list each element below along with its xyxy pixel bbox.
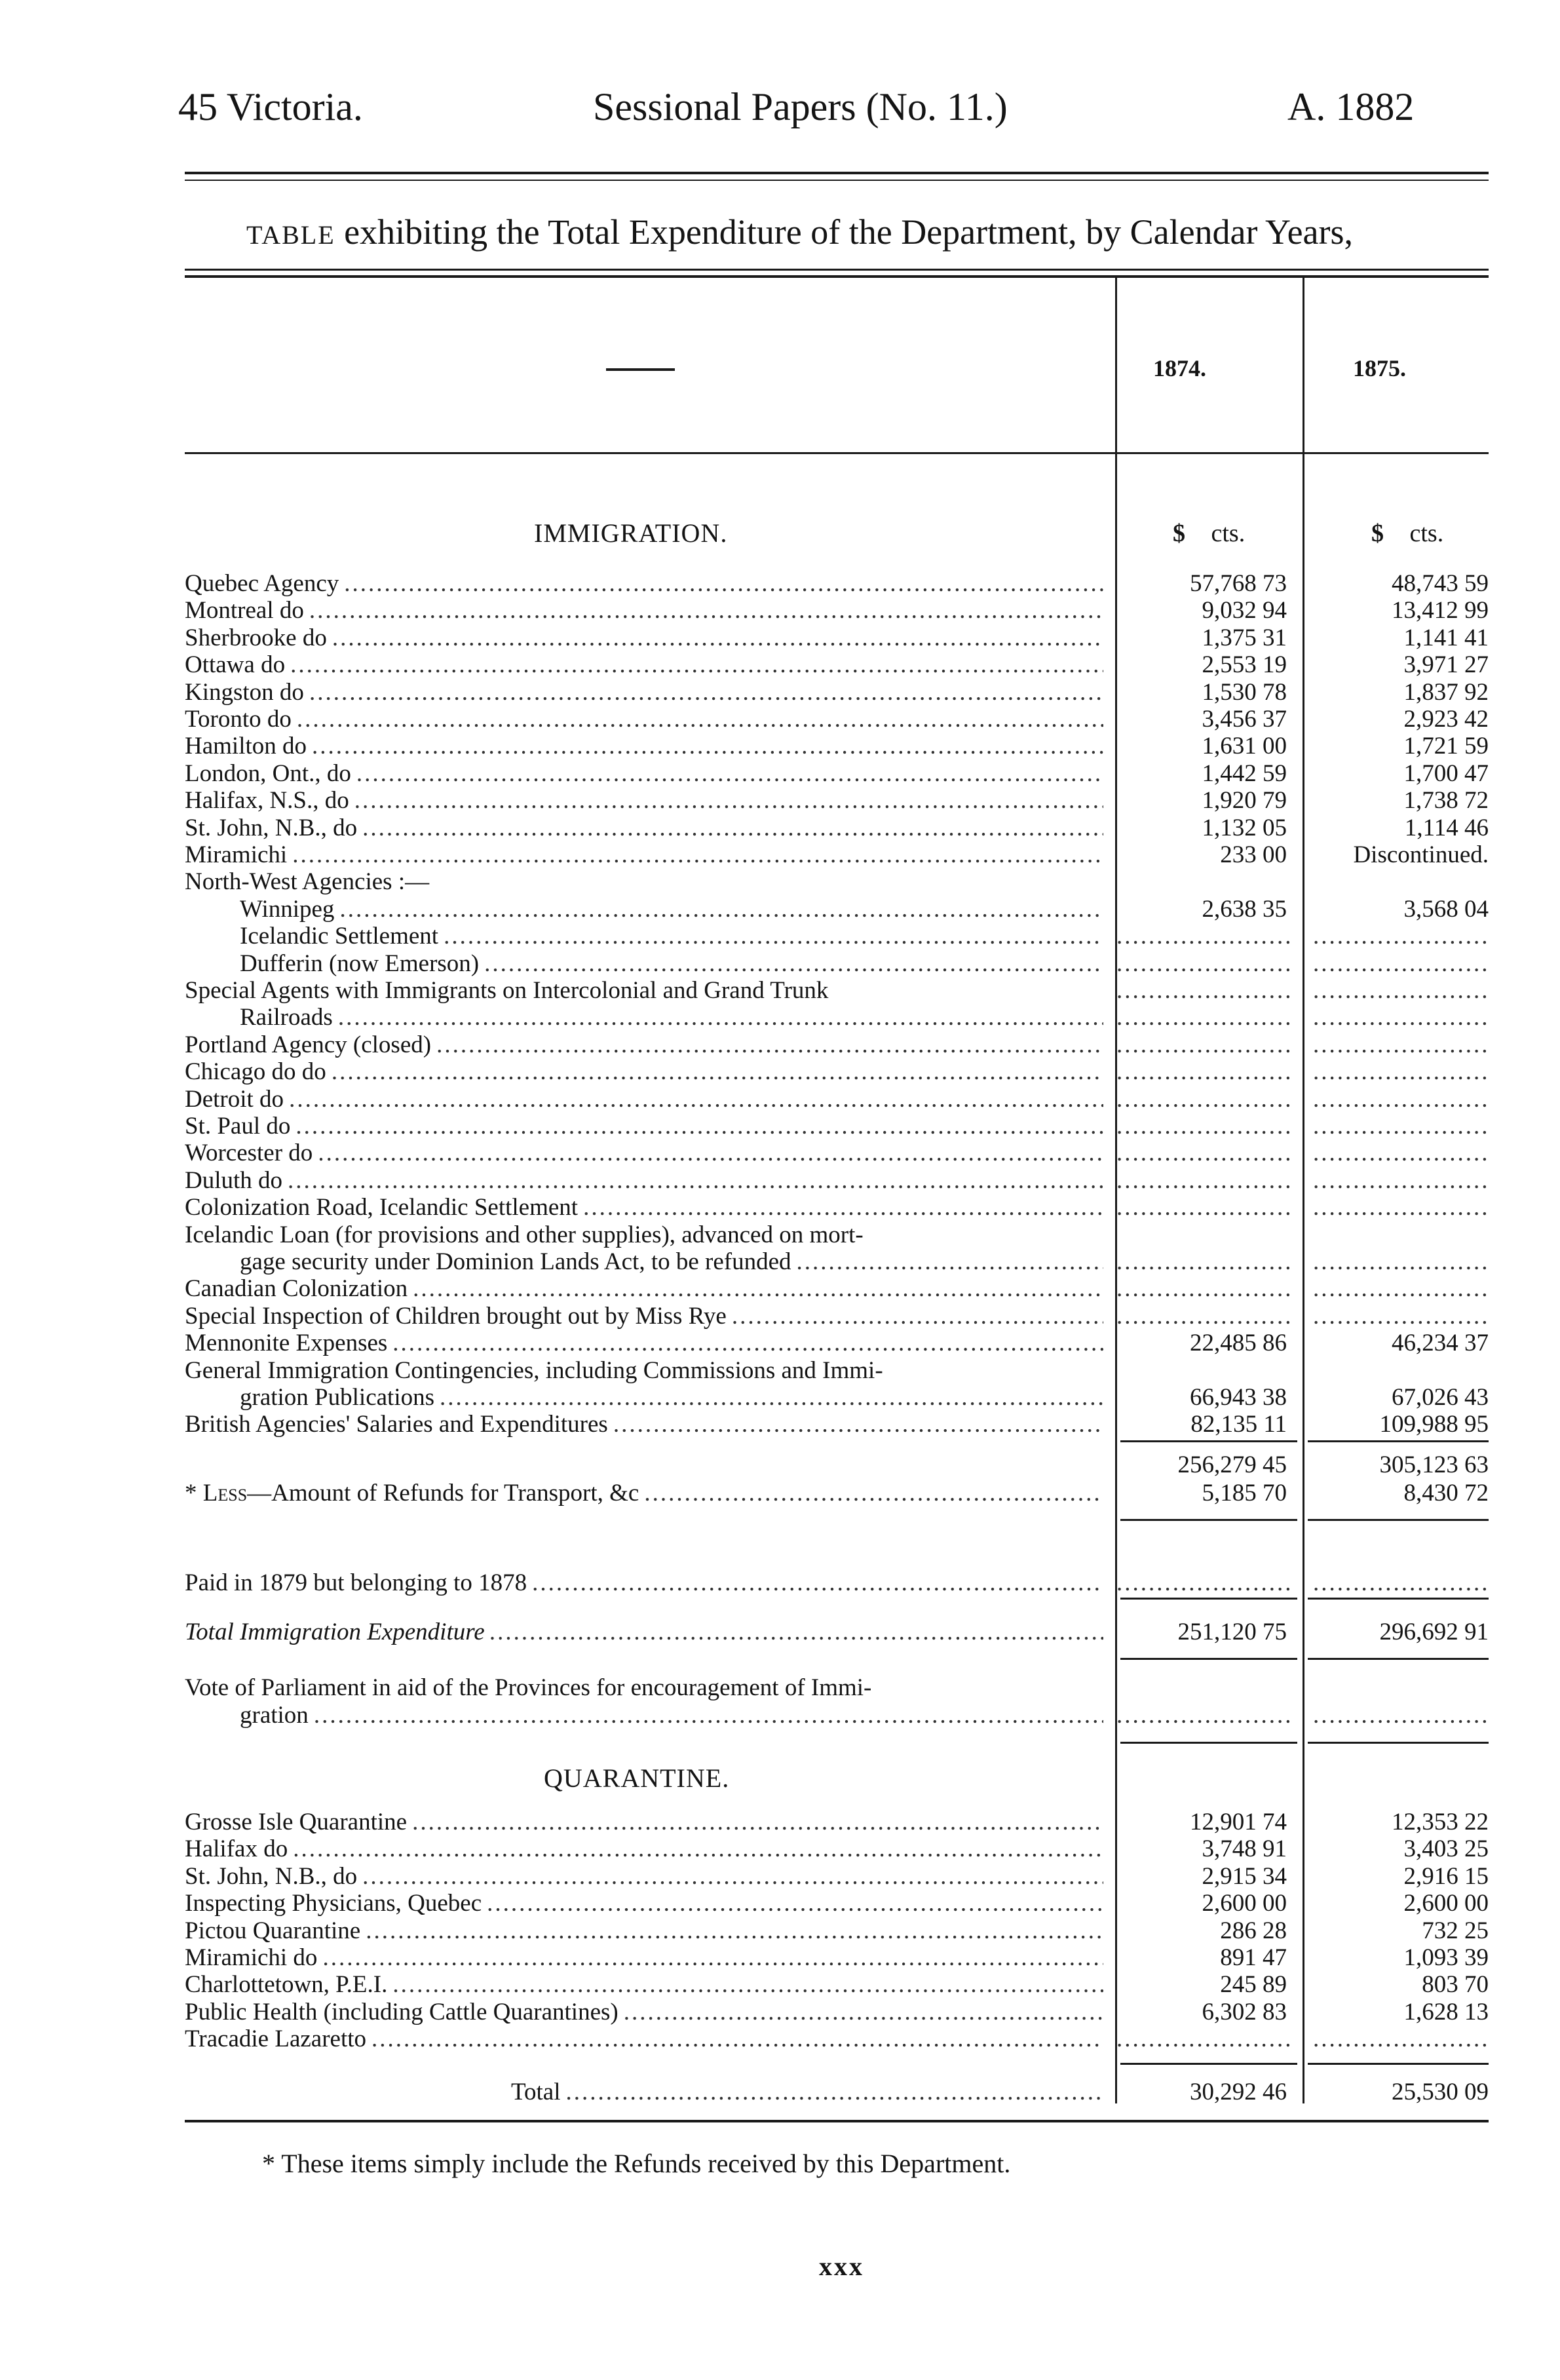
value-1874	[1116, 2025, 1289, 2052]
row-label: St. Paul do .....	[185, 1113, 1103, 1140]
header-rule-top	[185, 172, 1489, 174]
title-rule-top	[185, 269, 1489, 271]
immigration-row	[185, 896, 1495, 923]
row-label: Icelandic Settlement .....	[240, 923, 1103, 950]
value-1874: 233 00	[1220, 841, 1287, 868]
column-header-1874: 1874.	[1153, 355, 1206, 381]
value-1875: 8,430 72	[1403, 1480, 1489, 1507]
value-1875: 46,234 37	[1392, 1330, 1489, 1356]
row-label: Worcester do .....	[185, 1140, 1103, 1166]
value-1874: 22,485 86	[1190, 1330, 1287, 1356]
value-1875: 109,988 95	[1379, 1411, 1489, 1438]
value-1874	[1116, 1194, 1289, 1221]
row-label: Halifax, N.S., do .....	[185, 787, 1103, 814]
value-1874: 30,292 46	[1190, 2079, 1287, 2105]
value-1875: 296,692 91	[1379, 1619, 1489, 1645]
immigration-row	[185, 651, 1495, 678]
header-sessional-papers: Sessional Papers (No. 11.)	[593, 85, 1008, 128]
row-label: Pictou Quarantine .....	[185, 1917, 1103, 1944]
row-label: Total Immigration Expenditure .....	[185, 1619, 1103, 1645]
immigration-row	[185, 733, 1495, 759]
quarantine-heading: QUARANTINE.	[544, 1763, 730, 1793]
less-lead: Less	[202, 1480, 248, 1507]
value-1874	[1116, 1031, 1289, 1058]
title-lead: TABLE	[246, 220, 335, 250]
value-1875: 803 70	[1422, 1971, 1489, 1998]
row-label: Chicago do do .....	[185, 1058, 1103, 1085]
row-label: Montreal do .....	[185, 597, 1103, 624]
row-label: Charlottetown, P.E.I. .....	[185, 1971, 1103, 1998]
less-label	[185, 1480, 639, 1507]
row-label: Grosse Isle Quarantine .....	[185, 1809, 1103, 1835]
row-label: Duluth do .....	[185, 1167, 1103, 1194]
immigration-row	[185, 950, 1495, 977]
row-label: Miramichi do .....	[185, 1944, 1103, 1971]
value-1874: 3,748 91	[1202, 1835, 1287, 1862]
row-label: North-West Agencies :—	[185, 868, 430, 895]
table-title	[246, 211, 1353, 256]
vote-row-line2	[185, 1702, 1495, 1729]
value-1874	[1116, 977, 1289, 1004]
value-1874	[1116, 1167, 1289, 1194]
value-1875	[1313, 1086, 1490, 1113]
quarantine-rule-1875	[1308, 2063, 1489, 2065]
dollar-sign: $	[1371, 520, 1384, 547]
value-1875	[1313, 1702, 1490, 1729]
value-1874	[1116, 1569, 1289, 1596]
immigration-row	[185, 977, 1495, 1004]
immigration-row	[185, 923, 1495, 950]
value-1875: 2,600 00	[1403, 1890, 1489, 1917]
immigration-row	[185, 760, 1495, 787]
immigration-row	[185, 1357, 1495, 1384]
row-label: Special Agents with Immigrants on Intercolonial and Grand Trunk	[185, 977, 829, 1004]
immigration-row	[185, 1384, 1495, 1411]
row-label: Hamilton do .....	[185, 733, 1103, 759]
row-label: Quebec Agency .....	[185, 570, 1103, 597]
quarantine-row	[185, 2025, 1495, 2052]
quarantine-row	[185, 1944, 1495, 1971]
value-1874	[1116, 1140, 1289, 1166]
header-session: 45 Victoria.	[178, 85, 363, 128]
title-rest: exhibiting the Total Expenditure of the Department, by Calendar Years,	[335, 212, 1354, 252]
immigration-row	[185, 868, 1495, 895]
units-1874	[1173, 519, 1245, 548]
immigration-row	[185, 1058, 1495, 1085]
row-label: Icelandic Loan (for provisions and other supplies), advanced on mort-	[185, 1221, 864, 1248]
less-rule-1874	[1120, 1519, 1297, 1521]
quarantine-row	[185, 1863, 1495, 1890]
immigration-row	[185, 1113, 1495, 1140]
total-rule-1875	[1308, 1658, 1489, 1660]
value-1874	[1116, 1086, 1289, 1113]
value-1875: 1,141 41	[1403, 624, 1489, 651]
immigration-row	[185, 1031, 1495, 1058]
paid-rule-1875	[1308, 1598, 1489, 1600]
row-label: gration .....	[240, 1702, 1103, 1729]
quarantine-row	[185, 1890, 1495, 1917]
header-year: A. 1882	[1287, 85, 1415, 128]
value-1875	[1313, 1167, 1490, 1194]
quarantine-rule-1874	[1120, 2063, 1297, 2065]
value-1875	[1313, 1569, 1490, 1596]
value-1874: 1,132 05	[1202, 815, 1287, 841]
quarantine-row	[185, 1971, 1495, 1998]
cents-label: cts.	[1409, 520, 1444, 547]
row-label: Special Inspection of Children brought out by Miss Rye .....	[185, 1303, 1103, 1330]
value-1874: 1,920 79	[1202, 787, 1287, 814]
immigration-row	[185, 679, 1495, 706]
value-1875	[1313, 1248, 1490, 1275]
footnote: * These items simply include the Refunds received by this Department.	[262, 2149, 1011, 2178]
row-label: Kingston do .....	[185, 679, 1103, 706]
immigration-row	[185, 1411, 1495, 1438]
total-immigration-row	[185, 1619, 1495, 1645]
immigration-row	[185, 1221, 1495, 1248]
value-1875: 1,114 46	[1404, 815, 1489, 841]
row-label: Inspecting Physicians, Quebec .....	[185, 1890, 1103, 1917]
quarantine-row	[185, 1835, 1495, 1862]
value-1874	[1116, 1702, 1289, 1729]
value-1875: 3,568 04	[1403, 896, 1489, 923]
immigration-row	[185, 1303, 1495, 1330]
row-label: Paid in 1879 but belonging to 1878 .....	[185, 1569, 1103, 1596]
value-1875: 1,628 13	[1403, 1999, 1489, 2025]
row-label: St. John, N.B., do .....	[185, 815, 1103, 841]
dollar-sign: $	[1173, 520, 1185, 547]
row-label: Portland Agency (closed) .....	[185, 1031, 1103, 1058]
value-1874	[1116, 1004, 1289, 1031]
value-1874: 2,600 00	[1202, 1890, 1287, 1917]
value-1875	[1313, 1113, 1490, 1140]
immigration-subtotal	[185, 1451, 1495, 1478]
immigration-row	[185, 1275, 1495, 1302]
row-label: Detroit do .....	[185, 1086, 1103, 1113]
page-number: xxx	[819, 2252, 864, 2281]
value-1875	[1313, 923, 1490, 950]
row-label: Railroads .....	[240, 1004, 1103, 1031]
value-1875: 2,916 15	[1403, 1863, 1489, 1890]
header-rule-bottom	[185, 180, 1489, 181]
value-1875: 1,721 59	[1403, 733, 1489, 759]
value-1875	[1313, 950, 1490, 977]
value-1875: 732 25	[1422, 1917, 1489, 1944]
value-1875: 1,093 39	[1403, 1944, 1489, 1971]
value-1875: 2,923 42	[1403, 706, 1489, 733]
immigration-row	[185, 706, 1495, 733]
value-1875	[1313, 1275, 1490, 1302]
value-1874: 245 89	[1220, 1971, 1287, 1998]
value-1874	[1116, 1058, 1289, 1085]
value-1875: 3,971 27	[1403, 651, 1489, 678]
row-label: Sherbrooke do .....	[185, 624, 1103, 651]
quarantine-total-row	[185, 2079, 1495, 2105]
immigration-row	[185, 1330, 1495, 1356]
value-1874: 891 47	[1220, 1944, 1287, 1971]
value-1874: 1,530 78	[1202, 679, 1287, 706]
row-label: St. John, N.B., do .....	[185, 1863, 1103, 1890]
immigration-row	[185, 1140, 1495, 1166]
row-label: Public Health (including Cattle Quarantines) .....	[185, 1999, 1103, 2025]
value-1875	[1313, 1194, 1490, 1221]
row-label: Winnipeg .....	[240, 896, 1103, 923]
immigration-row	[185, 1086, 1495, 1113]
value-1875: 67,026 43	[1392, 1384, 1489, 1411]
value-1875	[1313, 1004, 1490, 1031]
immigration-row	[185, 1248, 1495, 1275]
value-1875	[1313, 2025, 1490, 2052]
column-header-rule	[185, 452, 1489, 454]
immigration-row	[185, 1004, 1495, 1031]
quarantine-row	[185, 1999, 1495, 2025]
value-1874	[1116, 1113, 1289, 1140]
less-rule-1875	[1308, 1519, 1489, 1521]
immigration-row	[185, 624, 1495, 651]
value-1874	[1116, 923, 1289, 950]
value-1875: 1,837 92	[1403, 679, 1489, 706]
value-1874: 2,553 19	[1202, 651, 1287, 678]
row-label: Vote of Parliament in aid of the Provinces for encouragement of Immi-	[185, 1674, 872, 1701]
immigration-row	[185, 1167, 1495, 1194]
value-1874: 9,032 94	[1202, 597, 1287, 624]
title-rule-bottom	[185, 275, 1489, 278]
value-1875: 48,743 59	[1392, 570, 1489, 597]
vote-row-line1	[185, 1674, 1495, 1701]
row-label	[185, 1451, 1103, 1478]
value-1874: 1,631 00	[1202, 733, 1287, 759]
quarantine-row	[185, 1809, 1495, 1835]
paid-rule-1874	[1120, 1598, 1297, 1600]
immigration-row	[185, 841, 1495, 868]
paid-1879-row	[185, 1569, 1495, 1596]
quarantine-row	[185, 1917, 1495, 1944]
value-1874	[1116, 1275, 1289, 1302]
value-1875	[1313, 1140, 1490, 1166]
row-label: London, Ont., do .....	[185, 760, 1103, 787]
value-1874: 286 28	[1220, 1917, 1287, 1944]
value-1875: 13,412 99	[1392, 597, 1489, 624]
vote-rule-1874	[1120, 1742, 1297, 1744]
value-1874: 12,901 74	[1190, 1809, 1287, 1835]
value-1875: 25,530 09	[1392, 2079, 1489, 2105]
value-1874	[1116, 1303, 1289, 1330]
row-label: Mennonite Expenses .....	[185, 1330, 1103, 1356]
value-1874: 57,768 73	[1190, 570, 1287, 597]
immigration-row	[185, 815, 1495, 841]
value-1874: 66,943 38	[1190, 1384, 1287, 1411]
units-1875	[1371, 519, 1443, 548]
immigration-row	[185, 1194, 1495, 1221]
value-1875	[1313, 1058, 1490, 1085]
less-refunds-row	[185, 1480, 1495, 1507]
value-1874	[1116, 950, 1289, 977]
value-1875: 1,700 47	[1403, 760, 1489, 787]
value-1874: 256,279 45	[1177, 1451, 1287, 1478]
vote-rule-1875	[1308, 1742, 1489, 1744]
immigration-row	[185, 787, 1495, 814]
value-1874: 1,375 31	[1202, 624, 1287, 651]
value-1874: 251,120 75	[1177, 1619, 1287, 1645]
column-header-1875: 1875.	[1353, 355, 1406, 381]
value-1874: 5,185 70	[1202, 1480, 1287, 1507]
cents-label: cts.	[1211, 520, 1246, 547]
value-1875	[1313, 1031, 1490, 1058]
row-label: General Immigration Contingencies, including Commissions and Immi-	[185, 1357, 883, 1384]
row-label: Miramichi .....	[185, 841, 1103, 868]
row-label: Colonization Road, Icelandic Settlement .....	[185, 1194, 1103, 1221]
value-1875: Discontinued.	[1353, 841, 1489, 868]
row-label: Tracadie Lazaretto .....	[185, 2025, 1103, 2052]
row-label: Dufferin (now Emerson) .....	[240, 950, 1103, 977]
value-1874: 6,302 83	[1202, 1999, 1287, 2025]
row-label: British Agencies' Salaries and Expenditures .....	[185, 1411, 1103, 1438]
value-1874: 3,456 37	[1202, 706, 1287, 733]
table-bottom-rule	[185, 2120, 1489, 2122]
less-rest: —Amount of Refunds for Transport, &c	[247, 1480, 639, 1507]
value-1874	[1116, 1248, 1289, 1275]
row-label: gration Publications .....	[240, 1384, 1103, 1411]
total-rule-1874	[1120, 1658, 1297, 1660]
value-1874: 82,135 11	[1190, 1411, 1287, 1438]
row-label: Total .....	[511, 2079, 1103, 2105]
column-header-dash	[606, 368, 675, 371]
row-label: Ottawa do .....	[185, 651, 1103, 678]
value-1875	[1313, 1303, 1490, 1330]
row-label: Toronto do .....	[185, 706, 1103, 733]
row-label: gage security under Dominion Lands Act, to be refunded .....	[240, 1248, 1103, 1275]
value-1874: 2,915 34	[1202, 1863, 1287, 1890]
row-label: Halifax do .....	[185, 1835, 1103, 1862]
immigration-row	[185, 597, 1495, 624]
value-1875: 1,738 72	[1403, 787, 1489, 814]
immigration-row	[185, 570, 1495, 597]
immigration-heading: IMMIGRATION.	[534, 518, 728, 548]
row-label	[185, 1480, 1103, 1507]
subtotal-rule-1875	[1308, 1440, 1489, 1442]
value-1874: 1,442 59	[1202, 760, 1287, 787]
subtotal-rule-1874	[1120, 1440, 1297, 1442]
row-label: Canadian Colonization .....	[185, 1275, 1103, 1302]
footnote-star: *	[185, 1480, 203, 1507]
value-1875: 3,403 25	[1403, 1835, 1489, 1862]
value-1875: 305,123 63	[1379, 1451, 1489, 1478]
value-1875	[1313, 977, 1490, 1004]
value-1875: 12,353 22	[1392, 1809, 1489, 1835]
value-1874: 2,638 35	[1202, 896, 1287, 923]
